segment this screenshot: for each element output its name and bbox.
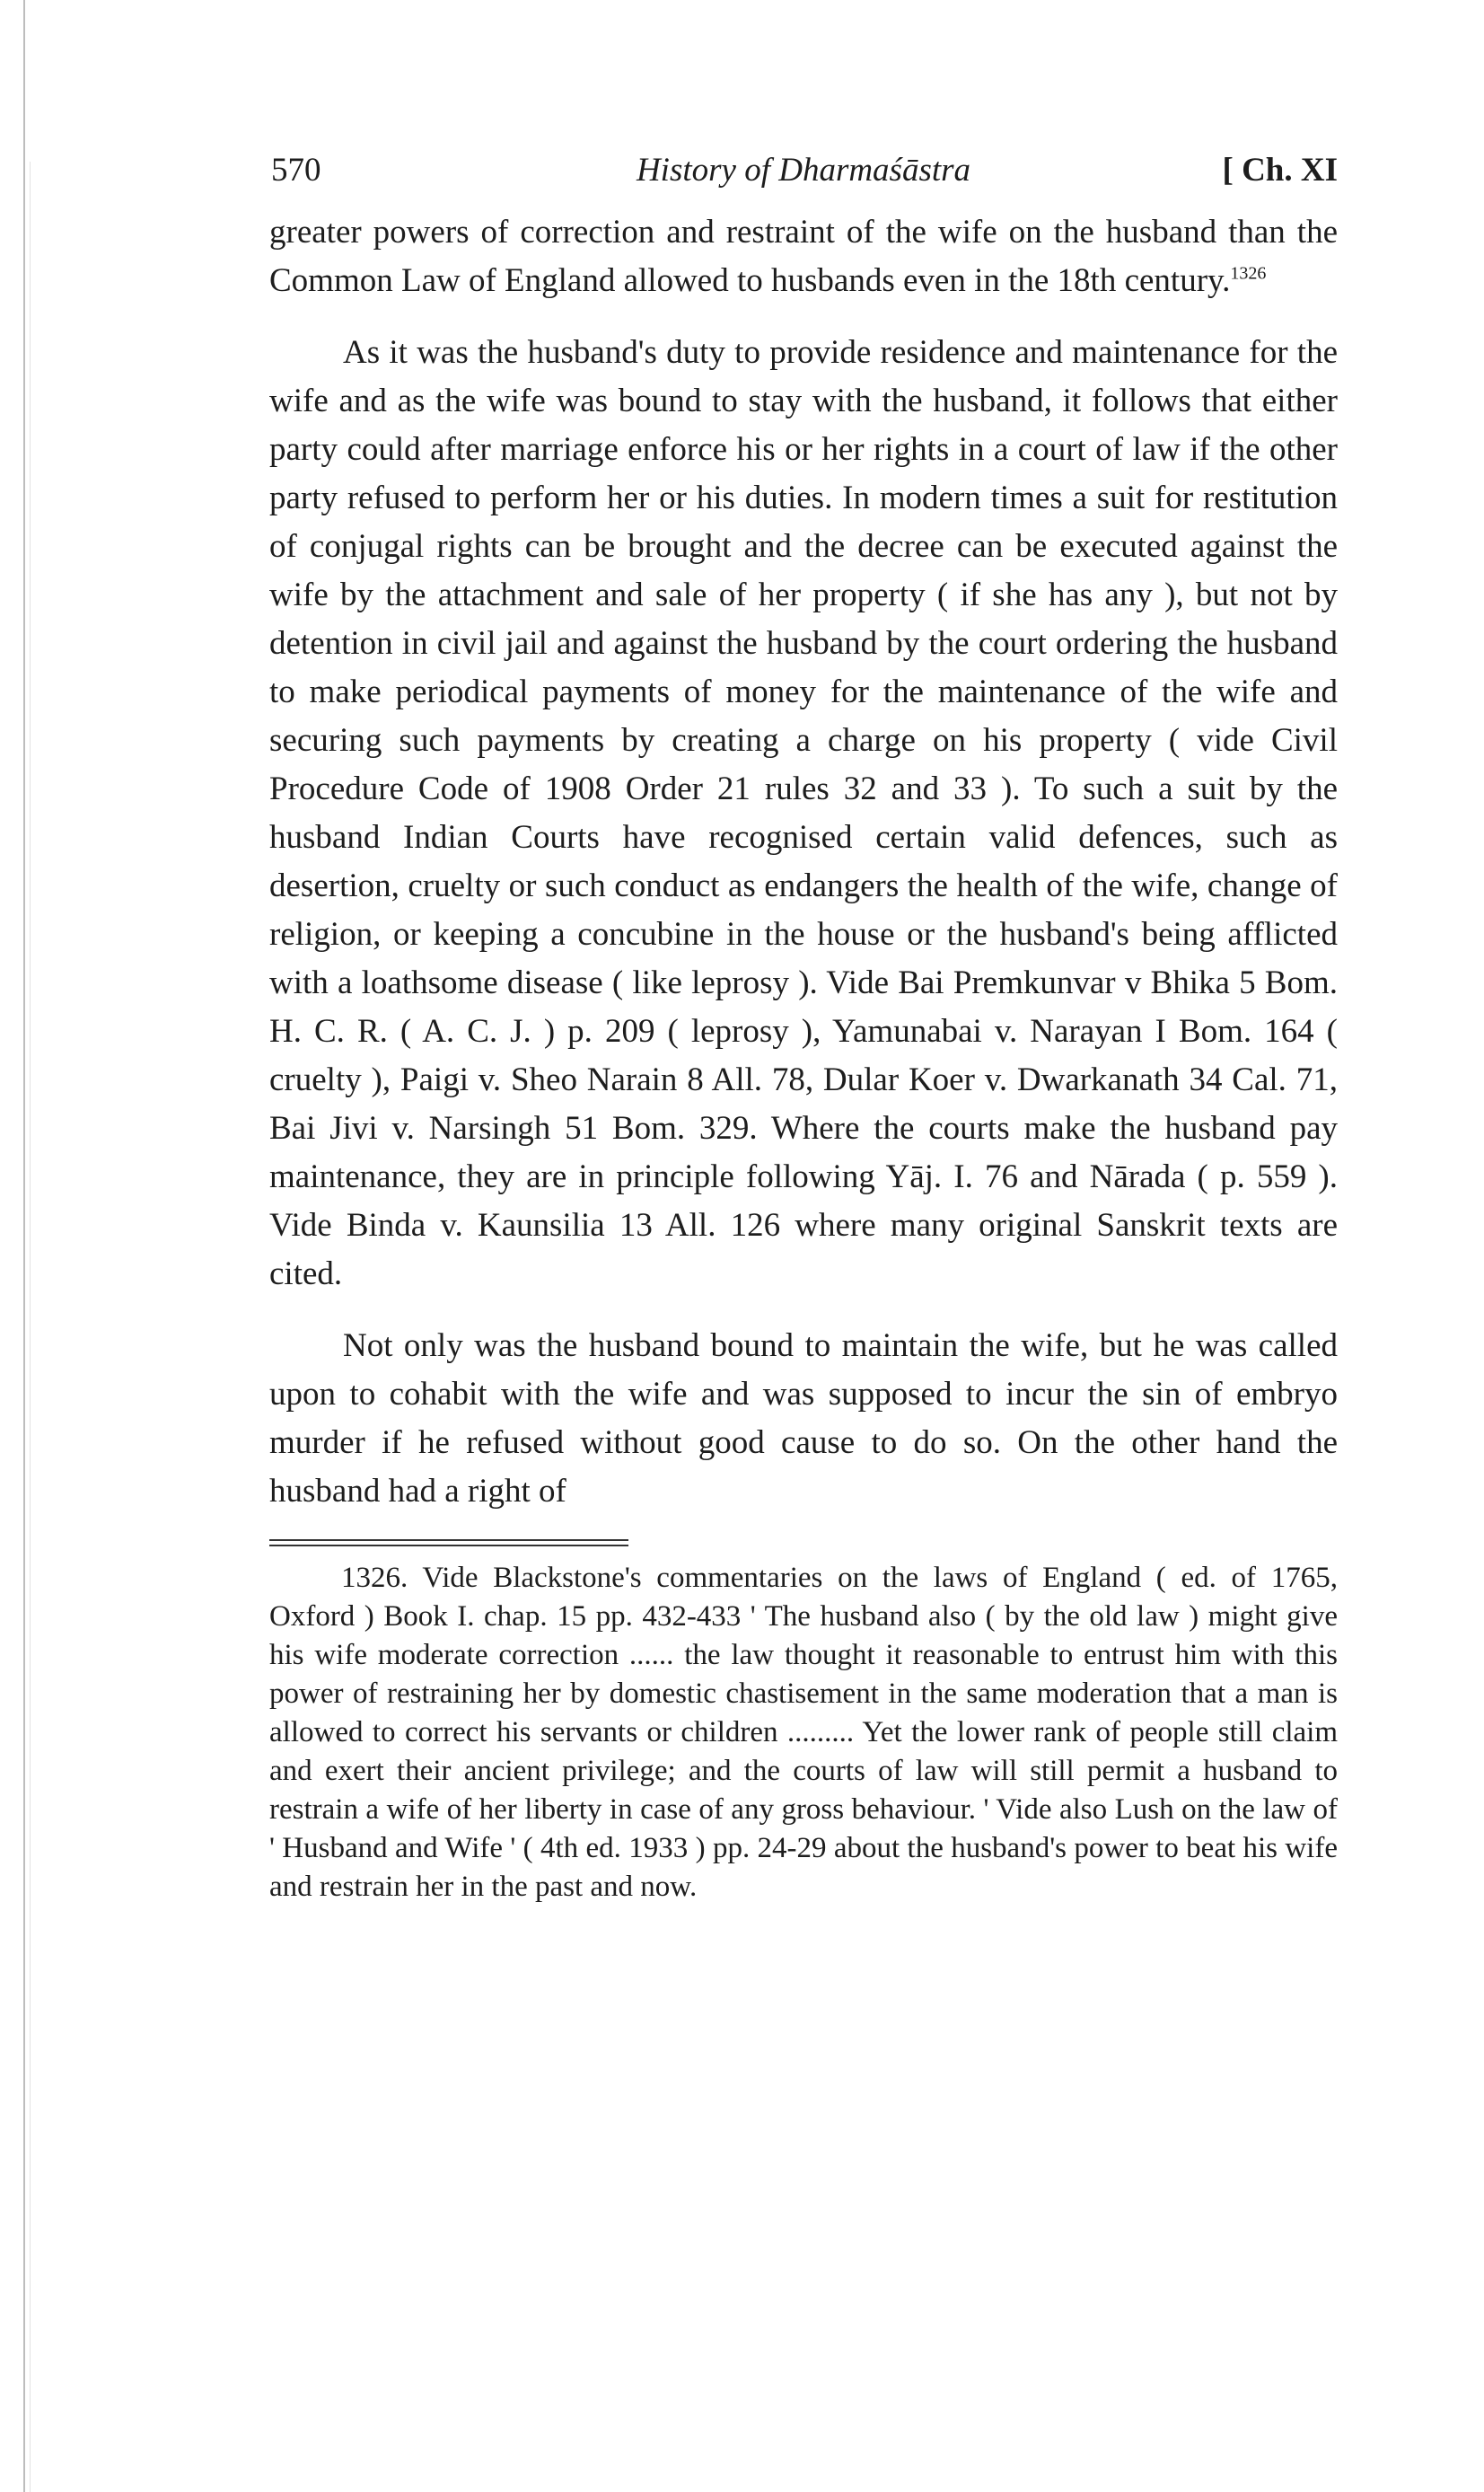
page-number: 570 (271, 152, 321, 189)
paragraph-2: As it was the husband's duty to provide residence and maintenance for the wife and as the wife was bound to stay with the husband, it follows that either party could after marriage enforce his or her rights in a court of law if the other party refused to perform her or his duties. In modern times a suit for restitution of conjugal rights can be brought and the decree can be executed against the wife by the attachment and sale of her property ( if she has any ), but not by detention in civil jail and against the husband by the court ordering the husband to make periodical payments of money for the maintenance of the wife and securing such payments by creating a charge on his property ( vide Civil Procedure Code of 1908 Order 21 rules 32 and 33 ). To such a suit by the husband Indian Courts have recognised certain valid defences, such as desertion, cruelty or such conduct as endangers the health of the wife, change of religion, or keeping a concubine in the house or the husband's being afflicted with a loathsome disease ( like leprosy ). Vide Bai Premkunvar v Bhika 5 Bom. H. C. R. ( A. C. J. ) p. 209 ( leprosy ), Yamunabai v. Narayan I Bom. 164 ( cruelty ), Paigi v. Sheo Narain 8 All. 78, Dular Koer v. Dwarkanath 34 Cal. 71, Bai Jivi v. Narsingh 51 Bom. 329. Where the courts make the husband pay maintenance, they are in principle following Yāj. I. 76 and Nārada ( p. 559 ). Vide Binda v. Kaunsilia 13 All. 126 where many original Sanskrit texts are cited. (269, 334, 1338, 1292)
page (269, 144, 1338, 1906)
page-header (269, 144, 1338, 198)
paragraph-continuation (269, 208, 1338, 305)
paragraph-1-text: greater powers of correction and restraint of the wife on the husband than the Common Law of England allowed to husbands even in the 18th century. (269, 214, 1338, 299)
page-edge-line-faint (30, 162, 31, 2492)
paragraph-3: Not only was the husband bound to maintain the wife, but he was called upon to cohabit with the wife and was supposed to incur the sin of embryo murder if he refused without good cause to do so. On the other hand the husband had a right of (269, 1327, 1338, 1510)
body-text (269, 208, 1338, 1516)
footnote-1326: 1326. Vide Blackstone's commentaries on the laws of England ( ed. of 1765, Oxford ) Book I. chap. 15 pp. 432-433 ' The husband also ( by the old law ) might give his wife moderate correction ...... the law thought it reasonable to entrust him with this power of restraining her by domestic chastisement in the same moderation that a man is allowed to correct his servants or children ......... Yet the lower rank of people still claim and exert their ancient privilege; and the courts of law will still permit a husband to restrain a wife of her liberty in case of any gross behaviour. ' Vide also Lush on the law of ' Husband and Wife ' ( 4th ed. 1933 ) pp. 24-29 about the husband's power to beat his wife and restrain her in the past and now. (269, 1562, 1338, 1903)
running-title: History of Dharmaśāstra (636, 152, 971, 189)
footnote-divider (269, 1539, 628, 1546)
footnote-reference: 1326 (1230, 263, 1267, 284)
chapter-label: [ Ch. XI (1222, 152, 1338, 189)
page-edge-line (23, 0, 25, 2492)
